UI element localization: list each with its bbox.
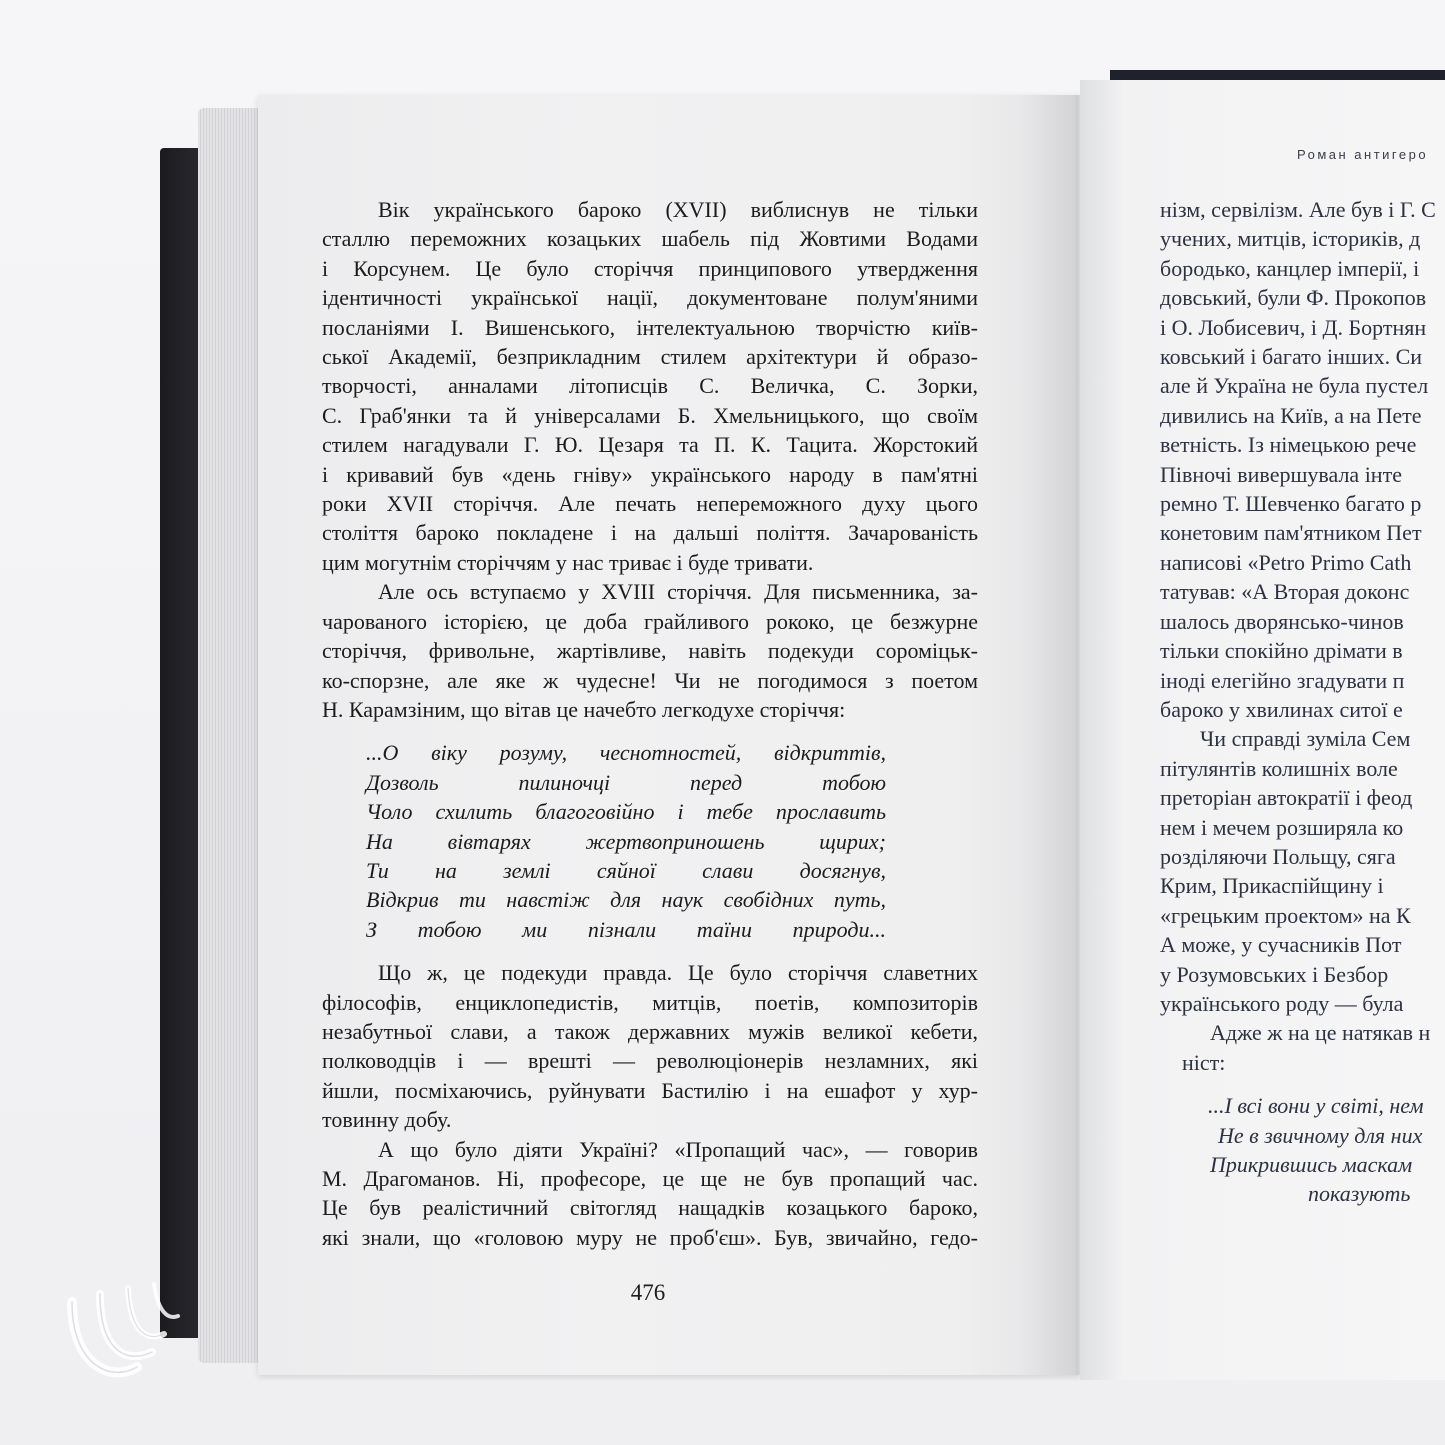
text-line: Чи справді зуміла Сем <box>1200 726 1411 752</box>
poem-line: Прикрившись маскам <box>1210 1152 1413 1177</box>
text-line: сторіччя, фривольне, жартівливе, навіть подекуди сороміцьк- <box>322 638 978 664</box>
text-line: століття бароко покладене і на дальші поліття. Зачарованість <box>322 520 978 546</box>
text-line: преторіан автократії і феод <box>1160 785 1413 811</box>
text-line: А що було діяти Україні? «Пропащий час», — говорив <box>378 1136 978 1162</box>
text-line: товинну добу. <box>322 1107 452 1133</box>
text-line: бородько, канцлер імперії, і <box>1160 255 1420 281</box>
text-line: Адже ж на це натякав н <box>1210 1020 1431 1046</box>
poem-line: Відкрив ти навстіж для наук свобідних путь, <box>366 887 886 913</box>
text-line: які знали, що «головою муру не проб'єш». Був, звичайно, гедо- <box>322 1224 978 1250</box>
text-line: Півночі вивершувала інте <box>1160 461 1402 487</box>
text-line: «грецьким проектом» на К <box>1160 902 1411 928</box>
poem-quote-right <box>1160 1091 1436 1209</box>
text-line: нем і мечем розширяла ко <box>1160 814 1404 840</box>
text-line: йшли, посміхаючись, руйнувати Бастилію і на ешафот у хур- <box>322 1077 978 1103</box>
text-line: пітулянтів колишніх воле <box>1160 755 1398 781</box>
watermark-logo-icon <box>52 1272 202 1392</box>
text-line: Але ось вступаємо у XVIII сторіччя. Для письменника, за- <box>378 579 978 605</box>
text-line: ко-спорзне, але яке ж чудесне! Чи не погодимося з поетом <box>322 667 978 693</box>
paragraph-1 <box>322 195 978 577</box>
text-line: іноді елегійно згадувати п <box>1160 667 1405 693</box>
text-line: Н. Карамзіним, що вітав це начебто легкодухе сторіччя: <box>322 696 846 722</box>
text-line: довський, були Ф. Прокопов <box>1160 285 1427 311</box>
text-line: у Розумовських і Безбор <box>1160 961 1389 987</box>
text-line: полководців і — врешті — революціонерів незламних, які <box>322 1048 978 1074</box>
text-line: посланіями І. Вишенського, інтелектуальною творчістю київ- <box>322 314 978 340</box>
running-head-right: Роман антигеро <box>1297 147 1429 162</box>
text-line: М. Драгоманов. Ні, професоре, це ще не був пропащий час. <box>322 1166 978 1191</box>
poem-line: Не в звичному для них <box>1218 1122 1423 1148</box>
text-line: і О. Лобисевич, і Д. Бортнян <box>1160 314 1427 340</box>
text-line: дивились на Київ, а на Пете <box>1160 402 1422 428</box>
right-page-body <box>1160 195 1436 1209</box>
text-line: сталлю переможних козацьких шабель під Жовтими Водами <box>322 226 978 252</box>
text-line: С. Граб'янки та й універсалами Б. Хмельницького, що своїм <box>322 402 978 428</box>
text-line: українського роду — була <box>1160 990 1404 1016</box>
poem-line: Дозволь пилиночці перед тобою <box>366 769 886 795</box>
spacer <box>1160 1077 1436 1091</box>
text-line: і кривавий був «день гніву» українського народу в пам'ятні <box>322 461 978 487</box>
poem-line: Чоло схилить благоговійно і тебе прославить <box>366 799 886 825</box>
text-line: написові «Petro Primo Cath <box>1160 549 1412 575</box>
text-line: шалось дворянсько-чинов <box>1160 608 1404 634</box>
text-line: філософів, енциклопедистів, митців, поетів, композиторів <box>322 989 978 1015</box>
text-line: чарованого історією, це доба грайливого рококо, це безжурне <box>322 608 978 634</box>
text-line: ковський і багато інших. Си <box>1160 344 1423 370</box>
left-page-body <box>322 195 978 1252</box>
gutter-shadow <box>1020 95 1080 1375</box>
text-line: Це був реалістичний світогляд нащадків козацького бароко, <box>322 1195 978 1221</box>
text-line: тільки спокійно дрімати в <box>1160 638 1403 664</box>
text-line: творчості, анналами літописців С. Величка, С. Зорки, <box>322 373 978 399</box>
poem-line: З тобою ми пізнали таїни природи... <box>366 916 886 942</box>
text-line: стилем нагадували Г. Ю. Цезаря та П. К. Тацита. Жорстокий <box>322 432 978 458</box>
text-line: нізм, сервілізм. Але був і Г. С <box>1160 197 1436 222</box>
text-line: ремно Т. Шевченко багато р <box>1160 491 1422 517</box>
text-line: А може, у сучасників Пот <box>1160 932 1402 958</box>
paragraph-3 <box>322 958 978 1134</box>
poem-line: Ти на землі сяйної слави досягнув, <box>366 857 886 883</box>
text-line: роки XVII сторіччя. Але печать непереможного духу цього <box>322 491 978 517</box>
poem-line: показують <box>1308 1181 1411 1207</box>
text-line: ніст: <box>1182 1049 1226 1075</box>
text-line: учених, митців, істориків, д <box>1160 226 1421 252</box>
paragraph-2 <box>322 577 978 724</box>
poem-line: ...О віку розуму, чеснотностей, відкриттів, <box>366 740 886 766</box>
text-line: Крим, Прикаспійщину і <box>1160 873 1384 899</box>
text-line: але й Україна не була пустел <box>1160 373 1429 399</box>
text-line: татував: «А Вторая доконс <box>1160 579 1410 605</box>
poem-line: ...І всі вони у світі, нем <box>1208 1093 1424 1119</box>
text-line: і Корсунем. Це було сторіччя принципового утвердження <box>322 255 978 281</box>
poem-line: На вівтарях жертвоприношень щирих; <box>366 828 886 854</box>
text-line: бароко у хвилинах ситої е <box>1160 696 1403 722</box>
text-line: Вік українського бароко (XVII) виблиснув не тільки <box>378 197 978 222</box>
paragraph-4 <box>322 1135 978 1253</box>
text-line: ідентичності української нації, документоване полум'яними <box>322 285 978 311</box>
text-line: Що ж, це подекуди правда. Це було сторіччя славетних <box>378 960 978 986</box>
text-line: ветність. Із німецькою рече <box>1160 432 1417 458</box>
text-line: ської Академії, безприкладним стилем архітектури й образо- <box>322 344 978 370</box>
page-number: 476 <box>630 1280 666 1305</box>
text-line: конетовим пам'ятником Пет <box>1160 520 1422 546</box>
text-line: цим могутнім сторіччям у нас триває і буде тривати. <box>322 549 814 575</box>
poem-quote <box>366 738 886 944</box>
text-line: розділяючи Польщу, сяга <box>1160 843 1396 869</box>
text-line: незабутньої слави, а також державних мужів великої кебети, <box>322 1018 978 1044</box>
